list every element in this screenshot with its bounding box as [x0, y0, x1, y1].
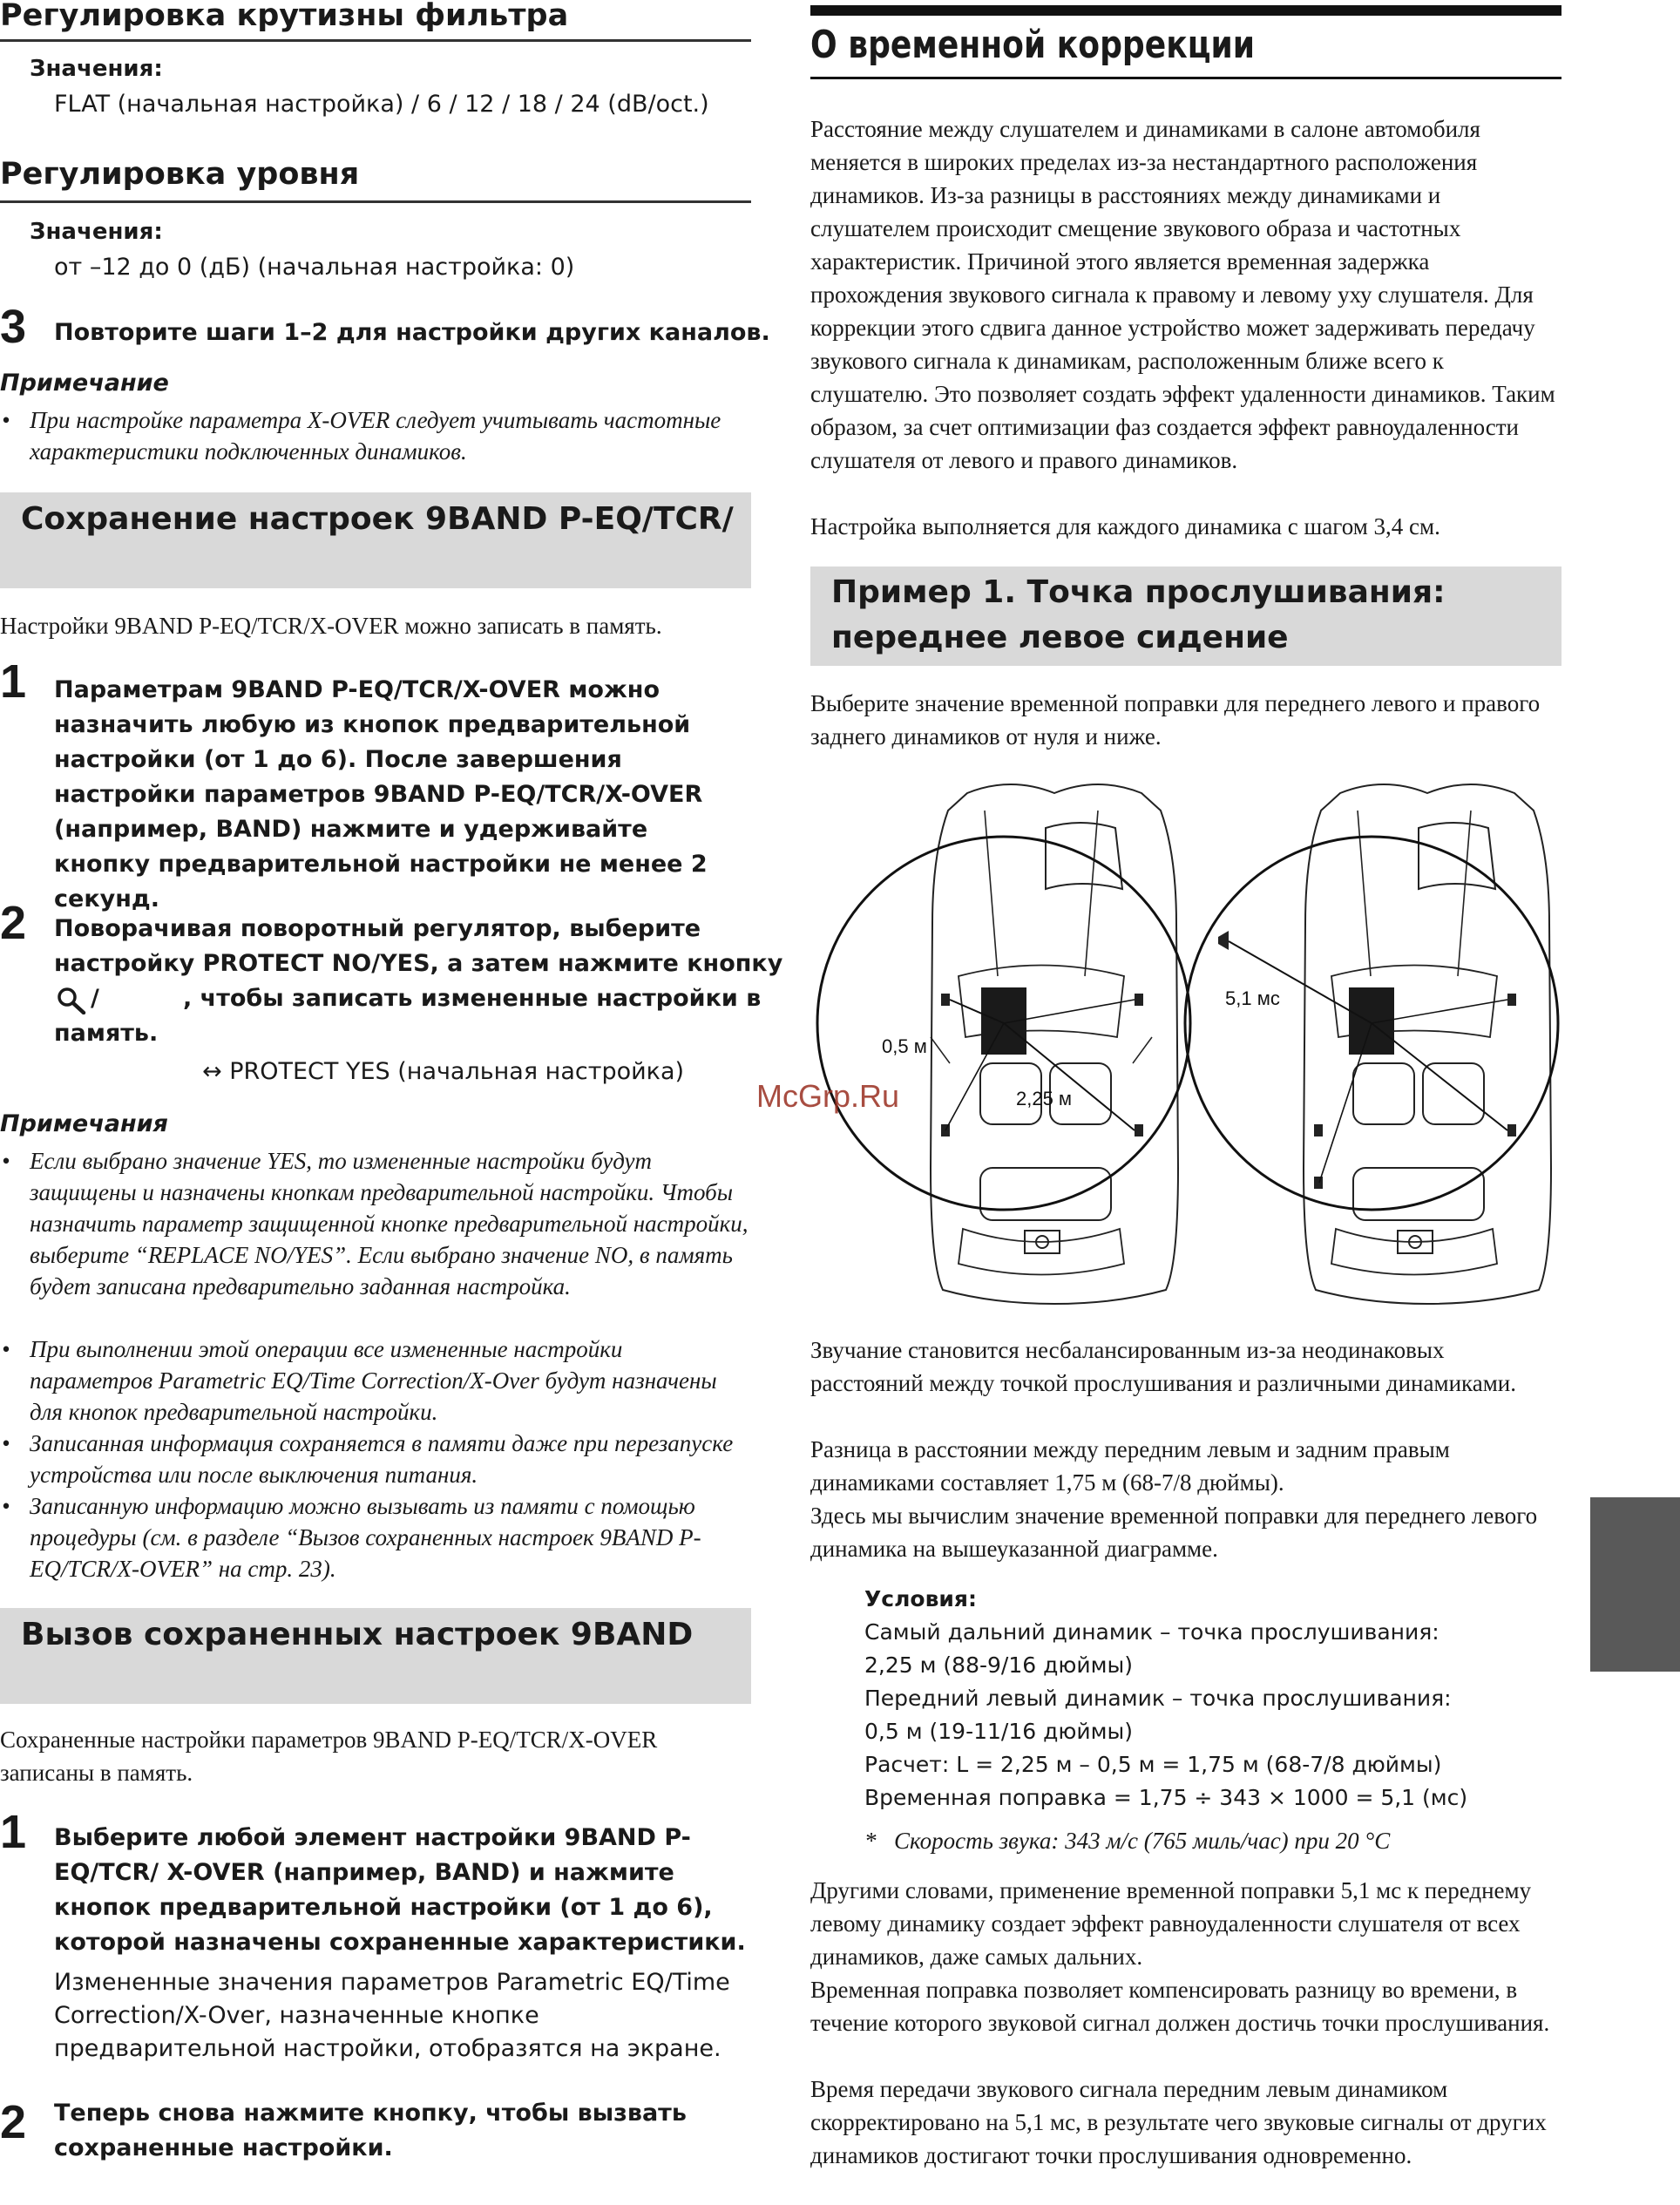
conclusion-3: Время передачи звукового сигнала передним левым динамиком скорректировано на 5,1 мс, в результате чего звуковые сигналы от других динамиков достигают точки прослушивания одновременно. — [810, 2076, 1547, 2168]
level-values: от –12 до 0 (дБ) (начальная настройка: 0) — [54, 254, 575, 281]
far-speaker-value: 2,25 м (88-9/16 дюймы) — [864, 1652, 1134, 1678]
label-near: 0,5 м — [882, 1035, 927, 1057]
save-section-title: Сохранение настроек 9BAND P-EQ/TCR/ — [21, 501, 734, 537]
speakers-left — [941, 994, 1143, 1136]
note-bullet: • — [2, 1148, 10, 1174]
after-diagram-text: Звучание становится несбалансированным из-за неодинаковых расстояний между точкой прослушивания и различными динамиками. — [810, 1337, 1516, 1396]
save-step-2-line1: Поворачивая поворотный регулятор, выберите — [54, 915, 701, 942]
slope-values-label: Значения: — [30, 56, 163, 82]
save-step-2-line3 — [54, 981, 762, 1016]
slope-rule — [0, 39, 751, 42]
label-far: 2,25 м — [1016, 1088, 1073, 1109]
calculation: Расчет: L = 2,25 м – 0,5 м = 1,75 м (68-7/8 дюймы) — [864, 1752, 1442, 1777]
conclusion-1: Другими словами, применение временной поправки 5,1 мс к переднему левому динамику создает эффект равноудаленности слушателя от всех динамиков, даже самых дальних. — [810, 1877, 1532, 1970]
title-top-bar — [810, 5, 1561, 16]
virtual-line-right — [1229, 941, 1372, 1023]
save-section-intro: Настройки 9BAND P-EQ/TCR/X-OVER можно записать в память. — [0, 613, 662, 639]
save-section-banner — [0, 492, 751, 588]
step-3-text: Повторите шаги 1–2 для настройки других каналов. — [54, 319, 770, 346]
note-item: При выполнении этой операции все измененные настройки параметров Parametric EQ/Time Correction/X-Over будут назначены для кнопок предварительной настройки. — [30, 1336, 717, 1425]
delay-calculation: Временная поправка = 1,75 ÷ 343 × 1000 = 5,1 (мс) — [864, 1785, 1468, 1810]
label-delay: 5,1 мс — [1225, 987, 1280, 1009]
rear-line-right — [1319, 1023, 1372, 1183]
conclusion-2: Временная поправка позволяет компенсировать разницу во времени, в течение которого звуковой сигнал должен достичь точки прослушивания. — [810, 1977, 1550, 2036]
note-heading: Примечание — [0, 370, 169, 397]
title-bottom-rule — [810, 77, 1561, 79]
difference-text: Разница в расстоянии между передним левым и задним правым динамиками составляет 1,75 м (68-7/8 дюймы). — [810, 1436, 1450, 1496]
note-bullet: • — [2, 407, 10, 433]
example-title-line2: переднее левое сидение — [831, 620, 1289, 655]
calc-intro-text: Здесь мы вычислим значение временной поправки для переднего левого динамика на вышеуказанной диаграмме. — [810, 1503, 1538, 1562]
note-text: При настройке параметра X-OVER следует учитывать частотные характеристики подключенных динамиков. — [30, 407, 721, 465]
footnote-text: Скорость звука: 343 м/с (765 миль/час) при 20 °C — [894, 1828, 1391, 1854]
save-step-2-slash: / — [91, 985, 99, 1012]
recall-step-1-text: Выберите любой элемент настройки 9BAND P-EQ/TCR/ X-OVER (например, BAND) и нажмите кнопок предварительной настройки (от 1 до 6), которой назначены сохраненные характеристики. — [54, 1824, 746, 1956]
note-bullet: • — [2, 1493, 10, 1519]
protect-yes-value: ↔ PROTECT YES (начальная настройка) — [202, 1058, 685, 1085]
slope-values: FLAT (начальная настройка) / 6 / 12 / 18 / 24 (dB/oct.) — [54, 91, 709, 118]
car-diagram — [810, 776, 1561, 1316]
recall-section-banner — [0, 1608, 751, 1704]
example-intro: Выберите значение временной поправки для переднего левого и правого заднего динамиков от нуля и ниже. — [810, 690, 1541, 750]
save-step-1-number: 1 — [0, 655, 27, 708]
far-line-left — [1004, 1023, 1135, 1130]
near-speaker-value: 0,5 м (19-11/16 дюймы) — [864, 1719, 1134, 1744]
level-title: Регулировка уровня — [0, 157, 360, 192]
slope-title: Регулировка крутизны фильтра — [0, 0, 569, 33]
step-3-number: 3 — [0, 301, 27, 353]
save-step-2-line3-text: , чтобы записать измененные настройки в — [183, 985, 762, 1012]
near-speaker-label: Передний левый динамик – точка прослушивания: — [864, 1686, 1452, 1711]
save-step-2-line2: настройку PROTECT NO/YES, а затем нажмите кнопку — [54, 950, 783, 977]
example-banner — [810, 567, 1561, 666]
search-icon — [56, 987, 89, 1014]
conditions-label: Условия: — [864, 1586, 977, 1611]
example-title-line1: Пример 1. Точка прослушивания: — [831, 574, 1446, 610]
save-step-1-text: Параметрам 9BAND P-EQ/TCR/X-OVER можно назначить любую из кнопок предварительной настройки (от 1 до 6). После завершения настройки параметров 9BAND P-EQ/TCR/X-OVER (например, BAND) нажмите и удерживайте кнопку предварительной настройки не менее 2 секунд. — [54, 676, 708, 913]
far-speaker-label: Самый дальний динамик – точка прослушивания: — [864, 1619, 1440, 1645]
watermark: McGrp.Ru — [756, 1078, 900, 1114]
recall-step-1-number: 1 — [0, 1806, 27, 1858]
recall-step-1-subtext: Измененные значения параметров Parametric EQ/Time Correction/X-Over, назначенные кнопке предварительной настройки, отобразятся на экране. — [54, 1969, 730, 2062]
level-values-label: Значения: — [30, 219, 163, 245]
level-rule — [0, 200, 751, 203]
note-bullet: • — [2, 1430, 10, 1456]
note-item: Записанную информацию можно вызывать из памяти с помощью процедуры (см. в разделе “Вызов сохраненных настроек 9BAND P-EQ/TCR/X-OVER” на стр. 23). — [30, 1493, 701, 1582]
recall-step-2-number: 2 — [0, 2096, 27, 2148]
recall-section-title: Вызов сохраненных настроек 9BAND — [21, 1617, 694, 1652]
note-item: Записанная информация сохраняется в памяти даже при перезапуске устройства или после выключения питания. — [30, 1430, 734, 1488]
page-title: О временной коррекции — [810, 23, 1256, 67]
step-note: Настройка выполняется для каждого динамика с шагом 3,4 см. — [810, 513, 1440, 539]
side-tab — [1590, 1497, 1680, 1672]
car-right — [1304, 784, 1551, 1304]
rear-line-left — [945, 1023, 1004, 1130]
save-step-2-number: 2 — [0, 897, 27, 949]
note-item: Если выбрано значение YES, то измененные настройки будут защищены и назначены кнопкам предварительной настройки. Чтобы назначить параметр защищенной кнопке предварительной настройки, выберите “REPLACE NO/YES”. Если выбрано значение NO, в память будет записана предварительно заданная настройка. — [30, 1148, 749, 1299]
notes-heading: Примечания — [0, 1110, 168, 1137]
car-left — [931, 784, 1178, 1304]
recall-section-intro: Сохраненные настройки параметров 9BAND P-EQ/TCR/X-OVER записаны в память. — [0, 1727, 658, 1786]
note-bullet: • — [2, 1336, 10, 1362]
intro-paragraph: Расстояние между слушателем и динамиками в салоне автомобиля меняется в широких пределах из-за нестандартного расположения динамиков. Из-за разницы в расстояниях между динамиками и слушателем происходит смещение звукового образа и частотных характеристик. Причиной этого является временная задержка прохождения звукового сигнала к правому и левому уху слушателя. Для коррекции этого сдвига данное устройство может задерживать передачу звукового сигнала к динамикам, расположенным ближе всего к слушателю. Это позволяет создать эффект удаленности динамиков. Таким образом, за счет оптимизации фаз создается эффект равноудаленности слушателя от левого и правого динамиков. — [810, 116, 1555, 473]
save-step-2-line4: память. — [54, 1020, 159, 1047]
recall-step-2-text: Теперь снова нажмите кнопку, чтобы вызвать сохраненные настройки. — [54, 2100, 687, 2161]
footnote-mark: * — [864, 1828, 877, 1854]
far-line-right — [1372, 1023, 1507, 1130]
